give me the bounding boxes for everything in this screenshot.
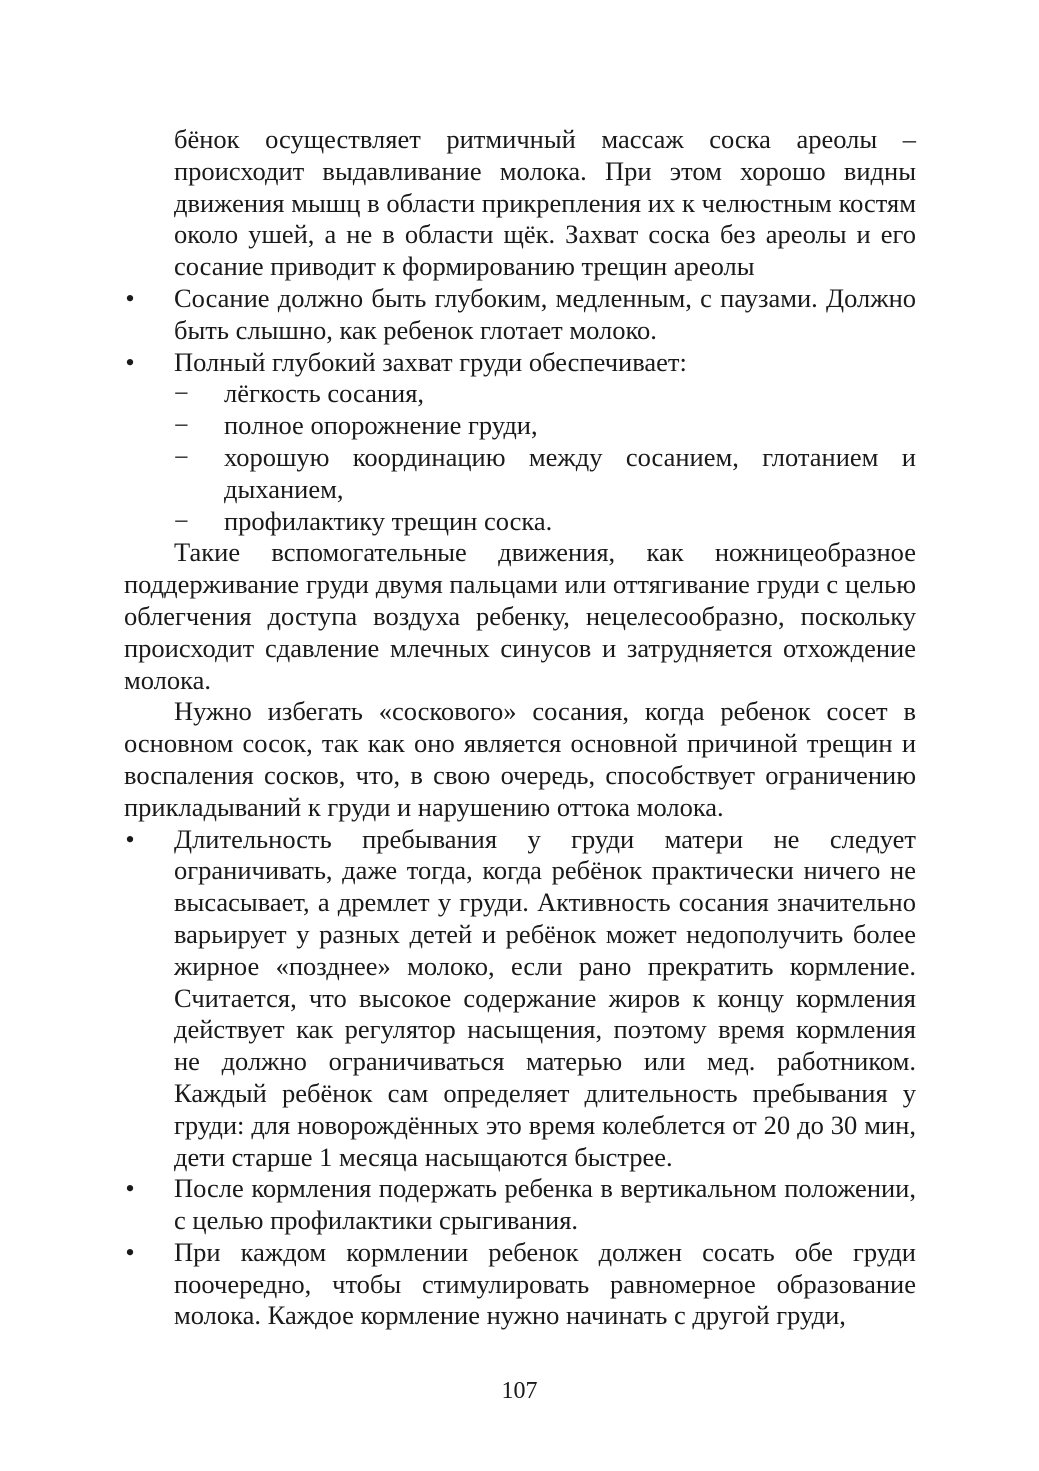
bullet-text: Длительность пребывания у груди матери не следует ограничивать, даже тогда, когда ребёнок практически ничего не высасывает, а дремлет у груди. Активность сосания значительно варьирует у разных детей и ребёнок может недополучить более жирное «позднее» молоко, если рано прекратить кормление. Считается, что высокое содержание жиров к концу кормления действует как регулятор насыщения, поэтому время кормления не должно ограничиваться матерью или мед. работником. Каждый ребёнок сам определяет длительность пребывания у груди: для новорождённых это время колеблется от 20 до 30 мин, дети старше 1 месяца насыщаются быстрее. <box>174 823 916 1172</box>
bullet-item <box>124 1237 916 1332</box>
bullet-item <box>124 347 916 379</box>
dash-mark: − <box>174 505 189 536</box>
bullet-mark: • <box>125 823 135 854</box>
bullet-text: После кормления подержать ребенка в вертикальном положении, с целью профилактики срыгивания. <box>174 1173 916 1236</box>
bullet-mark: • <box>125 346 135 377</box>
bullet-mark: • <box>125 1236 135 1267</box>
bullet-mark: • <box>125 1173 135 1204</box>
dash-text: хорошую координацию между сосанием, глотанием и дыханием, <box>224 441 916 504</box>
bullet-item <box>124 1173 916 1237</box>
dash-text: лёгкость сосания, <box>224 378 425 409</box>
dash-item <box>124 378 916 410</box>
dash-item <box>124 442 916 506</box>
dash-item <box>124 506 916 538</box>
page-body <box>124 124 916 1332</box>
bullet-text: Полный глубокий захват груди обеспечивает: <box>174 346 687 377</box>
bullet-item <box>124 283 916 347</box>
body-paragraph: Нужно избегать «соскового» сосания, когда ребенок сосет в основном сосок, так как оно является основной причиной трещин и воспаления сосков, что, в свою очередь, способствует ограничению прикладываний к груди и нарушению оттока молока. <box>124 696 916 822</box>
dash-mark: − <box>174 410 189 441</box>
bullet-text: Сосание должно быть глубоким, медленным, с паузами. Должно быть слышно, как ребенок глотает молоко. <box>174 282 916 345</box>
dash-text: профилактику трещин соска. <box>224 505 553 536</box>
dash-mark: − <box>174 441 189 472</box>
bullet-item <box>124 824 916 1174</box>
dash-mark: − <box>174 378 189 409</box>
dash-list <box>124 378 916 537</box>
dash-item <box>124 410 916 442</box>
body-paragraph: Такие вспомогательные движения, как ножницеобразное поддерживание груди двумя пальцами или оттягивание груди с целью облегчения доступа воздуха ребенку, нецелесообразно, поскольку происходит сдавление млечных синусов и затрудняется отхождение молока. <box>124 537 916 695</box>
continued-bullet-text: бёнок осуществляет ритмичный массаж соска ареолы – происходит выдавливание молока. При этом хорошо видны движения мышц в области прикрепления их к челюстным костям около ушей, а не в области щёк. Захват соска без ареолы и его сосание приводит к формированию трещин ареолы <box>174 124 916 282</box>
dash-text: полное опорожнение груди, <box>224 410 538 441</box>
bullet-mark: • <box>125 282 135 313</box>
page-number: 107 <box>501 1378 538 1404</box>
bullet-text: При каждом кормлении ребенок должен сосать обе груди поочередно, чтобы стимулировать равномерное образование молока. Каждое кормление нужно начинать с другой груди, <box>174 1236 916 1331</box>
